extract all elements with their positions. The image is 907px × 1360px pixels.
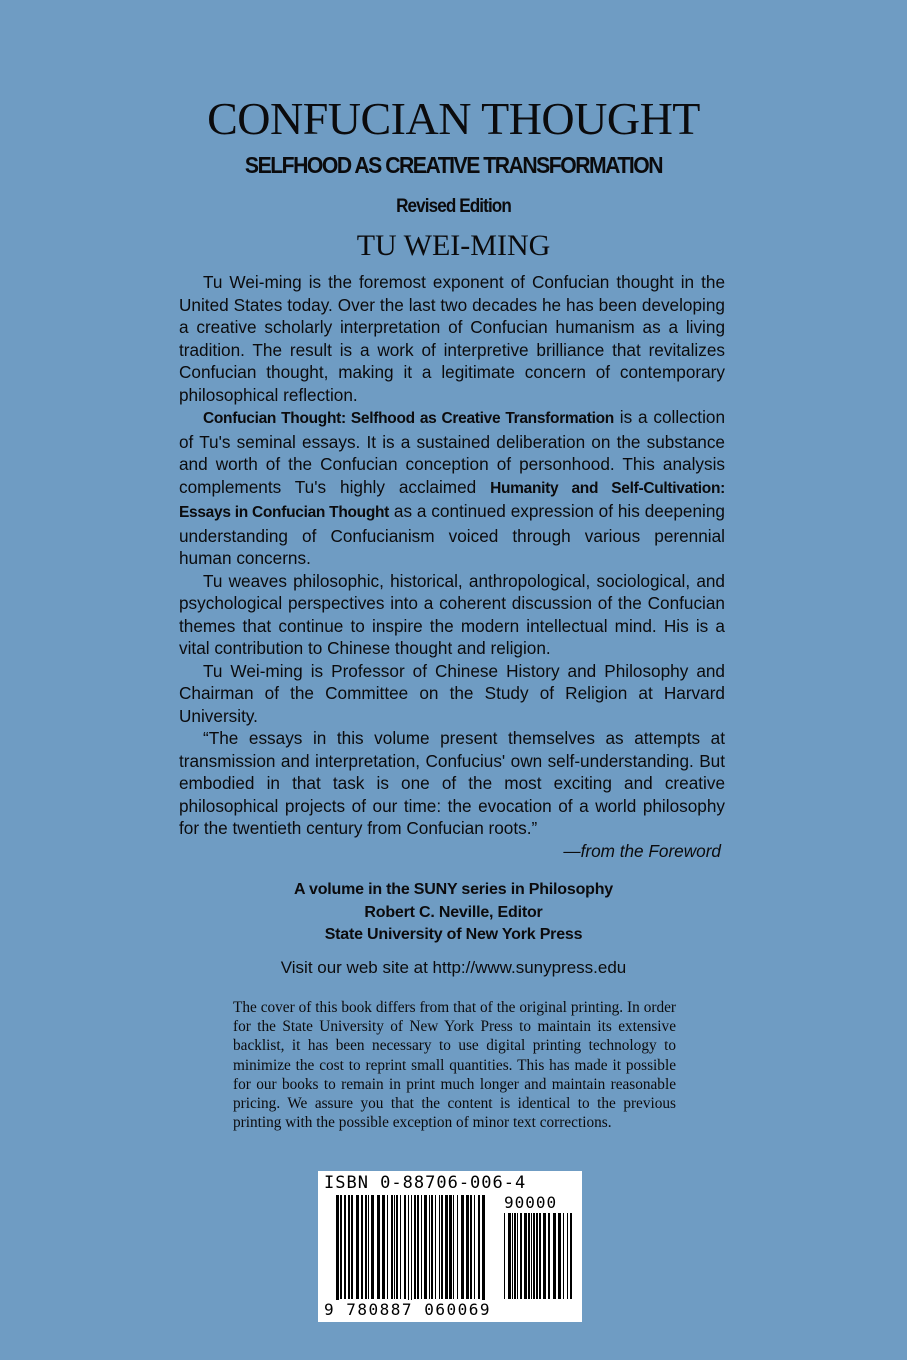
book-title: CONFUCIAN THOUGHT xyxy=(207,93,700,144)
isbn-number: ISBN 0-88706-006-4 xyxy=(324,1173,527,1193)
barcode-bar xyxy=(340,1195,342,1299)
description-paragraph-3: Tu weaves philosophic, historical, anthropological, sociological, and psychological perspectives into a coherent discussion of the Confucian themes that continue to inspire the modern intellectual mind. His is a vital contribution to Chinese thought and religion. xyxy=(179,570,725,658)
barcode-bar xyxy=(377,1195,380,1299)
addon-barcode-bar xyxy=(524,1213,527,1299)
barcode-bar xyxy=(396,1195,398,1299)
publisher-name: State University of New York Press xyxy=(324,926,583,943)
addon-barcode-bar xyxy=(539,1213,541,1299)
addon-barcode-bar xyxy=(570,1213,572,1299)
ean-number: 9 780887 060069 xyxy=(324,1300,491,1319)
addon-barcode-bar xyxy=(536,1213,538,1299)
addon-barcode-bar xyxy=(531,1213,532,1299)
addon-barcode-bar xyxy=(528,1213,530,1299)
barcode-bar xyxy=(404,1195,406,1299)
barcode-bar xyxy=(368,1195,369,1299)
addon-barcode-bar xyxy=(508,1213,511,1299)
barcode-bar xyxy=(417,1195,419,1299)
barcode-bar xyxy=(439,1195,440,1299)
barcode-bar xyxy=(394,1195,395,1299)
publisher-website: Visit our web site at http://www.sunypress.edu xyxy=(280,958,627,977)
author-name: TU WEI-MING xyxy=(356,229,551,262)
barcode-bar xyxy=(445,1195,448,1299)
barcode-bar xyxy=(429,1195,430,1299)
barcode-bar xyxy=(411,1195,412,1305)
barcode-bar xyxy=(348,1195,350,1299)
barcode-bar xyxy=(474,1195,475,1299)
barcode-bar xyxy=(371,1195,374,1299)
series-line: A volume in the SUNY series in Philosophy xyxy=(294,881,613,898)
barcode-bar xyxy=(421,1195,422,1299)
barcode-bar xyxy=(356,1195,359,1299)
barcode-bar xyxy=(361,1195,363,1299)
book-description xyxy=(179,271,725,862)
barcode-bar xyxy=(387,1195,388,1299)
paragraph-2-text-a: is a collection of Tu's seminal essays. It is a sustained deliberation on the substance and worth of the Confucian conception of personhood. This analysis complements Tu's highly acclaimed xyxy=(179,407,726,497)
price-code: 90000 xyxy=(504,1193,558,1212)
barcode-bar xyxy=(457,1195,458,1299)
barcode-bar xyxy=(461,1195,464,1299)
quote-attribution: —from the Foreword xyxy=(563,840,721,861)
addon-barcode-bar xyxy=(563,1213,564,1299)
addon-barcode-bar xyxy=(543,1213,546,1299)
barcode-bar xyxy=(391,1195,393,1299)
related-book-reference: Humanity and Self-Cultivation: Essays in Confucian Thought xyxy=(179,479,725,521)
barcode-bar xyxy=(351,1195,353,1299)
description-paragraph-2 xyxy=(179,406,725,570)
barcode-bar xyxy=(449,1195,452,1299)
barcode-bar xyxy=(431,1195,433,1299)
addon-barcode-bar xyxy=(512,1213,513,1299)
barcode-bar xyxy=(441,1195,443,1299)
addon-barcode-bar xyxy=(558,1213,561,1299)
addon-barcode-bar xyxy=(567,1213,568,1299)
book-title-reference: Confucian Thought: Selfhood as Creative Transformation xyxy=(203,410,614,427)
book-subtitle: SELFHOOD AS CREATIVE TRANSFORMATION xyxy=(244,152,663,178)
addon-barcode-bar xyxy=(548,1213,550,1299)
barcode-bar xyxy=(400,1195,401,1299)
foreword-quote: “The essays in this volume present themselves as attempts at transmission and interpretation, Confucius' own self-understanding. But embodied in that task is one of the most exciting and creative philosophical projects of our time: the evocation of a world philosophy for the twentieth century from Confucian roots.” xyxy=(179,728,725,838)
barcode-bar xyxy=(408,1195,409,1305)
barcode-bar xyxy=(453,1195,454,1299)
addon-barcode-bar xyxy=(514,1213,516,1299)
addon-barcode-bar xyxy=(520,1213,522,1299)
isbn-barcode xyxy=(318,1171,582,1322)
barcode-bar xyxy=(470,1195,472,1299)
addon-barcode-bar xyxy=(517,1213,518,1299)
paragraph-2-text-b: as a continued expression of his deepening understanding of Confucianism voiced through various perennial human concerns. xyxy=(179,501,725,568)
barcode-bar xyxy=(365,1195,367,1299)
description-paragraph-1: Tu Wei-ming is the foremost exponent of Confucian thought in the United States today. Over the last two decades he has been developing a creative scholarly interpretation of Confucian humanism as a living tradition. The result is a work of interpretive brilliance that revitalizes Confucian thought, making it a legitimate concern of contemporary philosophical reflection. xyxy=(179,272,725,405)
barcode-bar xyxy=(435,1195,436,1299)
series-editor: Robert C. Neville, Editor xyxy=(364,903,543,921)
author-bio: Tu Wei-ming is Professor of Chinese History and Philosophy and Chairman of the Committee on the Study of Religion at Harvard University. xyxy=(179,660,725,726)
addon-barcode-bar xyxy=(553,1213,556,1299)
barcode-bar xyxy=(482,1195,485,1305)
printing-notice: The cover of this book differs from that of the original printing. In order for the State University of New York Press to maintain its extensive backlist, it has been necessary to use digital printing technology to minimize the cost to reprint small quantities. This has made it possible for our books to remain in print much longer and maintain reasonable pricing. We assure you that the content is identical to the previous printing with the possible exception of minor text corrections. xyxy=(233,999,676,1132)
edition-label: Revised Edition xyxy=(396,196,511,217)
barcode-bar xyxy=(382,1195,385,1299)
series-info xyxy=(0,879,907,947)
barcode-bar xyxy=(344,1195,346,1299)
addon-barcode-bar xyxy=(504,1213,505,1299)
barcode-bar xyxy=(336,1195,339,1305)
barcode-bar xyxy=(478,1195,480,1299)
barcode-bar xyxy=(414,1195,416,1299)
barcode-bar xyxy=(466,1195,469,1299)
addon-barcode-bar xyxy=(533,1213,535,1299)
barcode-bar xyxy=(424,1195,427,1299)
